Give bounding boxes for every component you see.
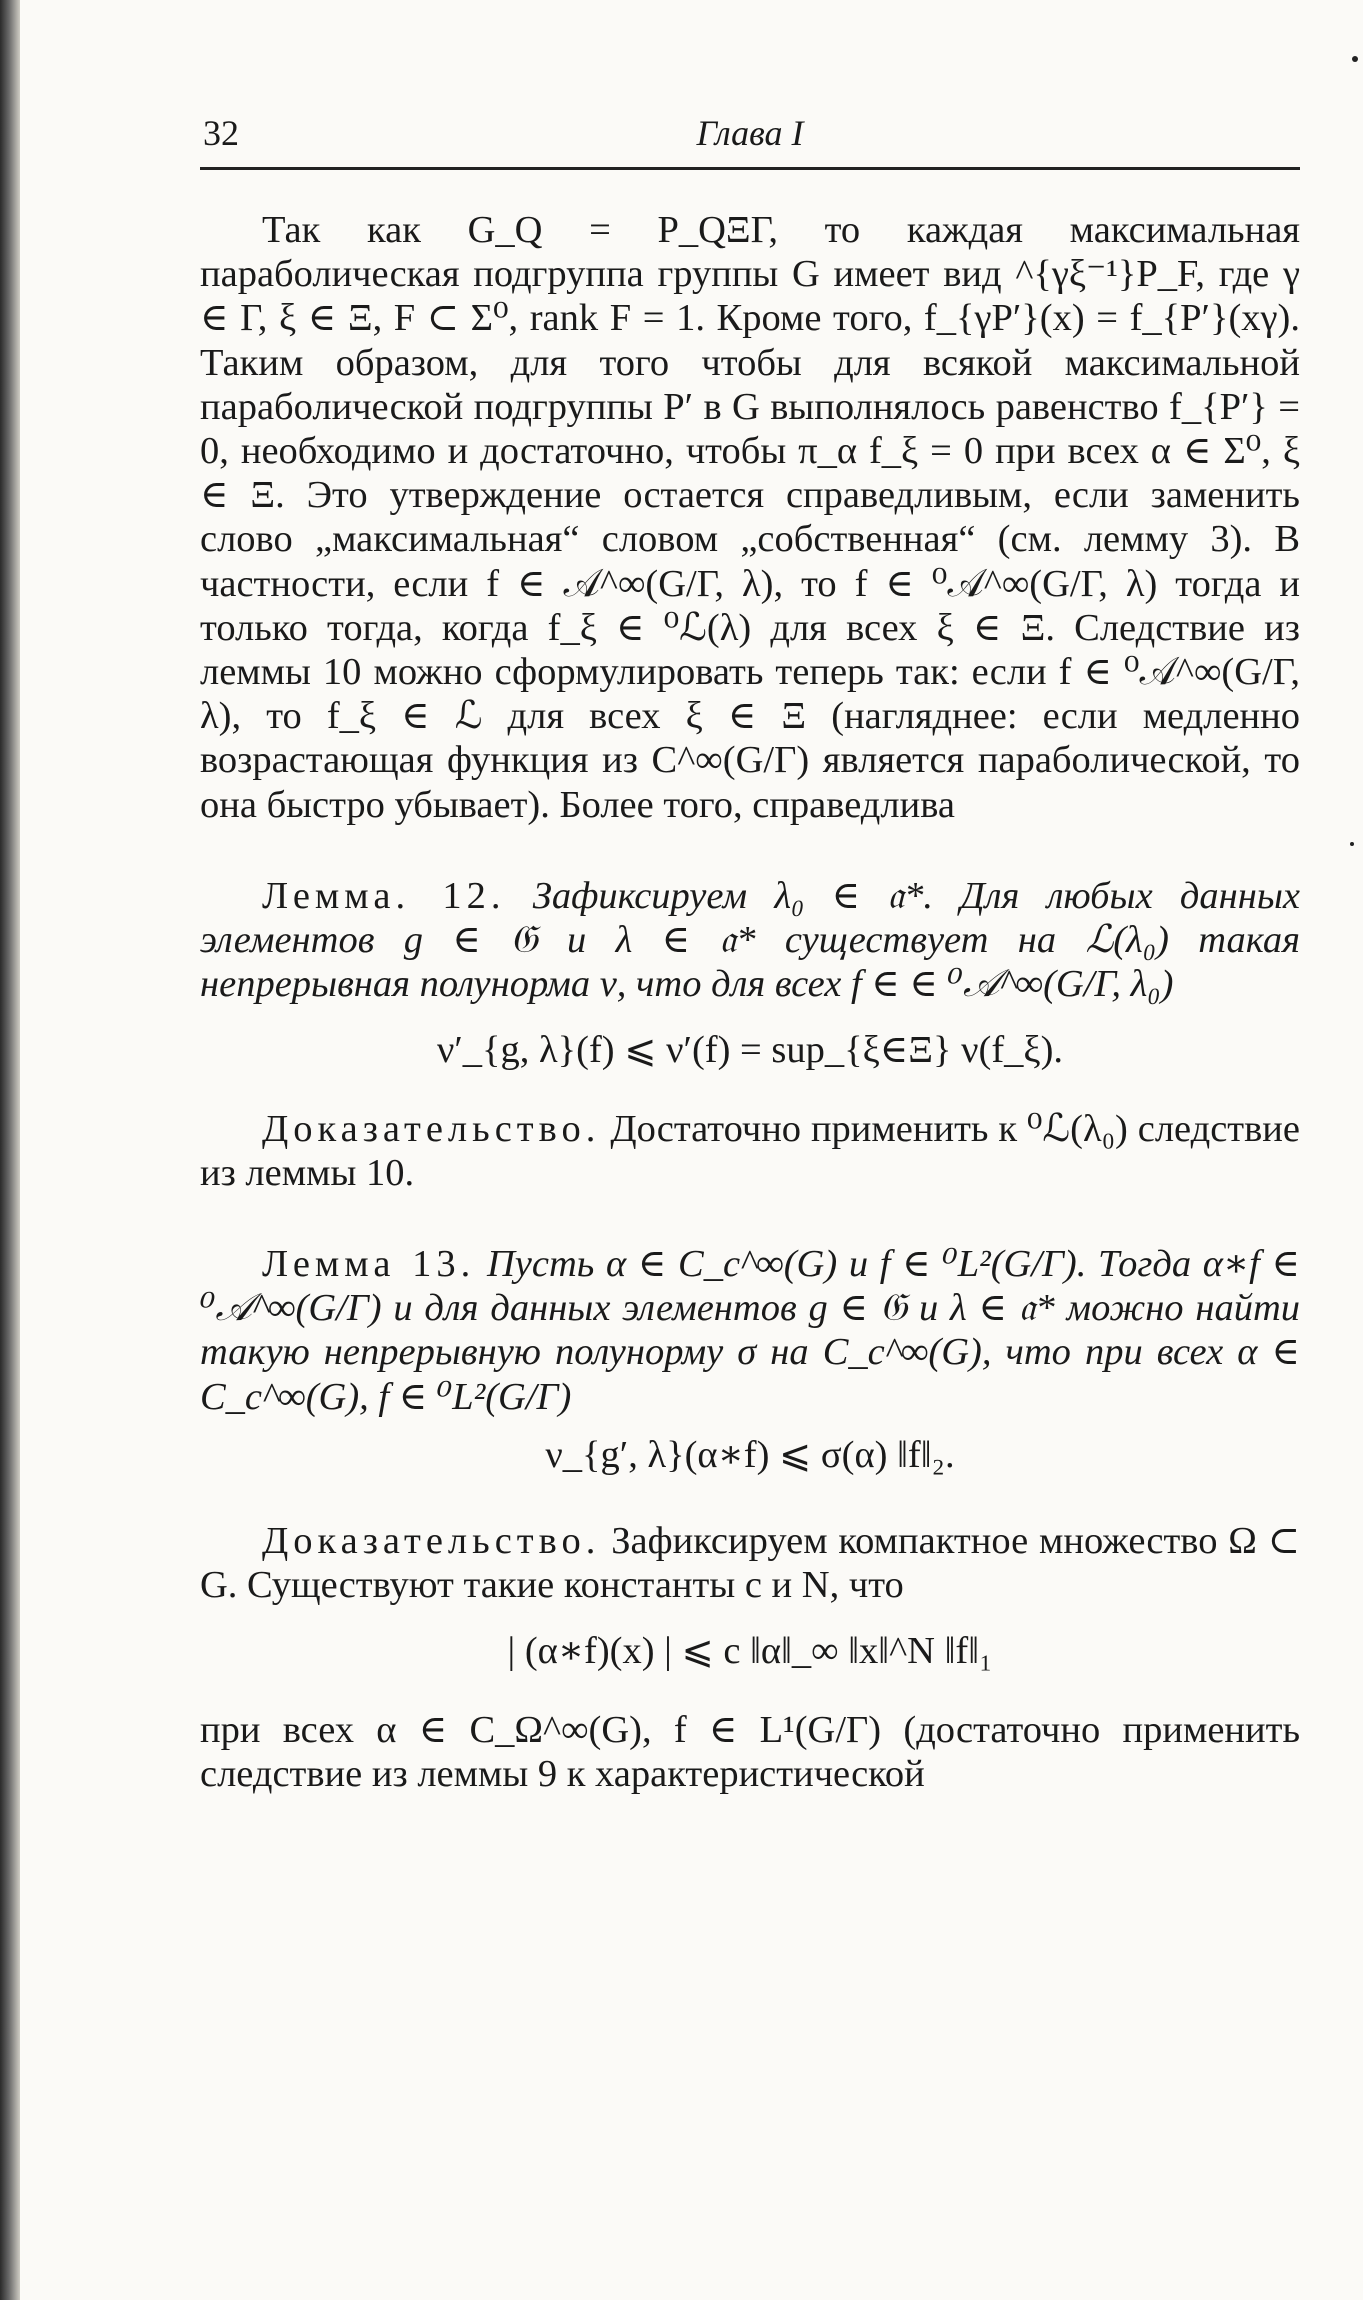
lemma-13 bbox=[200, 1242, 1300, 1419]
lemma-13-statement: Пусть α ∈ C_c^∞(G) и f ∈ ⁰L²(G/Γ). Тогда α∗f ∈ ⁰𝒜^∞(G/Γ) и для данных элементов g ∈ 𝔊 и λ ∈ 𝔞* можно найти такую непрерывную полунорму σ на C_c^∞(G), что при всех α ∈ C_c^∞(G), f ∈ ⁰L²(G/Γ) bbox=[200, 1243, 1300, 1418]
proof-text: Достаточно применить к ⁰ℒ(λ₀) следствие из леммы 10. bbox=[200, 1107, 1300, 1194]
proof-lemma-12 bbox=[200, 1107, 1300, 1195]
paragraph-continuation: при всех α ∈ C_Ω^∞(G), f ∈ L¹(G/Γ) (достаточно применить следствие из леммы 9 к характеристической bbox=[200, 1708, 1300, 1795]
lemma-13-label: Лемма 13. bbox=[262, 1243, 476, 1286]
formula-convolution-bound: ν_{g′, λ}(α∗f) ⩽ σ(α) ‖f‖₂. bbox=[545, 1433, 955, 1476]
proof-text: Зафиксируем компактное множество Ω ⊂ G. Существуют такие константы c и N, что bbox=[200, 1520, 1301, 1607]
lemma-12-statement: Зафиксируем λ₀ ∈ 𝔞*. Для любых данных элементов g ∈ 𝔊 и λ ∈ 𝔞* существует на ℒ(λ₀) такая непрерывная полунорма ν, что для всех f ∈ ∈ ⁰𝒜^∞(G/Γ, λ₀) bbox=[200, 874, 1300, 1006]
paragraph-parabolic-subgroups: Так как G_Q = P_QΞΓ, то каждая максимальная параболическая подгруппа группы G имеет вид ^{γξ⁻¹}P_F, где γ ∈ Γ, ξ ∈ Ξ, F ⊂ Σ⁰, rank F = 1. Кроме того, f_{γP′}(x) = f_{P′}(xγ). Таким образом, для того чтобы для всякой максимальной параболической подгруппы P′ в G выполнялось равенство f_{P′} = 0, необходимо и достаточно, чтобы π_α f_ξ = 0 при всех α ∈ Σ⁰, ξ ∈ Ξ. Это утверждение остается справедливым, если заменить слово „максимальная“ словом „собственная“ (см. лемму 3). В частности, если f ∈ 𝒜^∞(G/Γ, λ), то f ∈ ⁰𝒜^∞(G/Γ, λ) тогда и только тогда, когда f_ξ ∈ ⁰ℒ(λ) для всех ξ ∈ Ξ. Следствие из леммы 10 можно сформулировать теперь так: если f ∈ ⁰𝒜^∞(G/Γ, λ), то f_ξ ∈ ℒ для всех ξ ∈ Ξ (нагляднее: если медленно возрастающая функция из C^∞(G/Γ) является параболической, то она быстро убывает). Более того, справедлива bbox=[200, 209, 1300, 826]
proof-lemma-13 bbox=[200, 1519, 1300, 1607]
header-rule bbox=[200, 167, 1300, 170]
page-body bbox=[200, 208, 1300, 1796]
lemma-12-label: Лемма. 12. bbox=[262, 874, 506, 917]
running-header bbox=[200, 112, 1300, 162]
page-binding-edge bbox=[0, 0, 20, 2300]
proof-label: Доказательство. bbox=[262, 1107, 601, 1150]
formula-pointwise-estimate: | (α∗f)(x) | ⩽ c ‖α‖_∞ ‖x‖^N ‖f‖₁ bbox=[507, 1630, 993, 1673]
formula-seminorm-bound: ν′_{g, λ}(f) ⩽ ν′(f) = sup_{ξ∈Ξ} ν(f_ξ). bbox=[436, 1029, 1064, 1072]
lemma-12 bbox=[200, 874, 1300, 1007]
book-page bbox=[200, 0, 1300, 2300]
print-speck bbox=[1352, 56, 1358, 62]
chapter-title: Глава I bbox=[696, 113, 804, 153]
page-number: 32 bbox=[203, 113, 239, 153]
proof-label: Доказательство. bbox=[262, 1520, 601, 1563]
print-speck bbox=[1350, 842, 1354, 846]
